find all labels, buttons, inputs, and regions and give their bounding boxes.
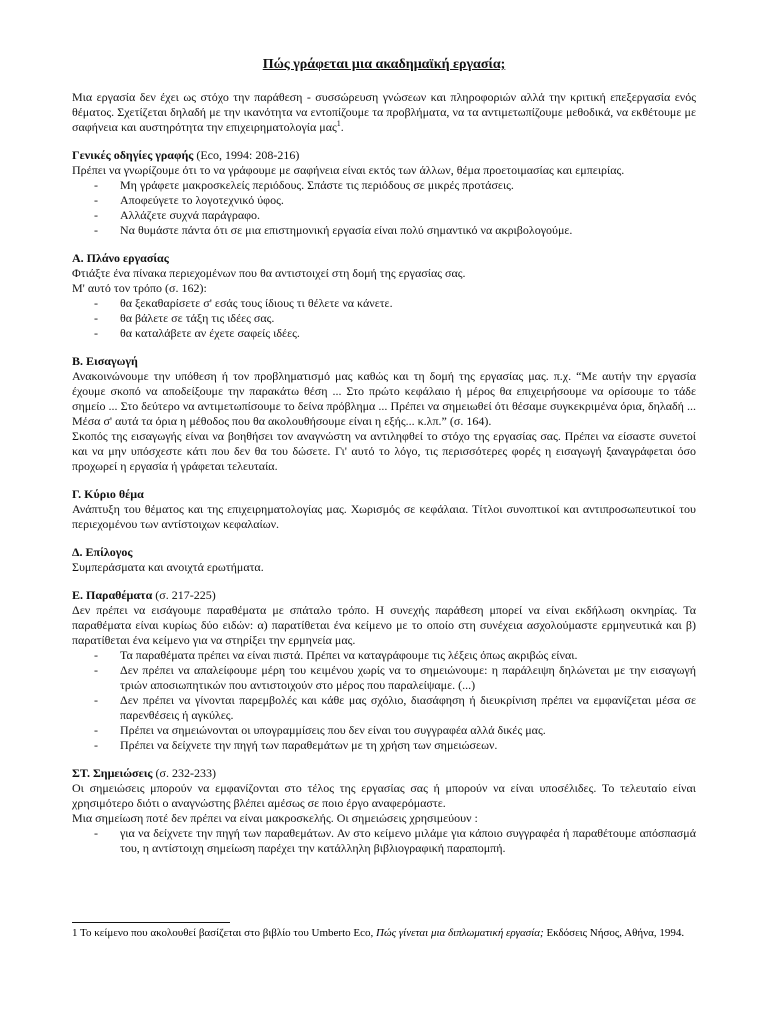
list-item: - θα βάλετε σε τάξη τις ιδέες σας. bbox=[94, 311, 696, 326]
section-general bbox=[72, 148, 696, 238]
intro-text: Μια εργασία δεν έχει ως στόχο την παράθεση - συσσώρευση γνώσεων και πληροφοριών αλλά την κριτική επεξεργασία ενός θέματος. Σχετίζεται δηλαδή με την ικανότητα να εντοπίζουμε τα προβλήματα, να τα αντιμετωπίζουμε μεθοδικά, να εκθέτουμε με σαφήνεια και αυστηρότητα την επιχειρηματολογία μας bbox=[72, 90, 696, 134]
section-b bbox=[72, 354, 696, 474]
list-item: - Να θυμάστε πάντα ότι σε μια επιστημονική εργασία είναι πολύ σημαντικό να ακριβολογούμε. bbox=[94, 223, 696, 238]
footnote bbox=[72, 926, 696, 941]
general-heading bbox=[72, 148, 696, 163]
section-b-text-1: Ανακοινώνουμε την υπόθεση ή τον προβληματισμό μας καθώς και τη δομή της εργασίας μας. π.χ. “Με αυτήν την εργασία έχουμε σκοπό να αποδείξουμε την παρακάτω θέση ... Στο πρώτο κεφάλαιο ή μέρος θα επιχειρήσουμε να ορίσουμε το τάδε σημείο ... Στο δεύτερο να αντιμετωπίσουμε το δείνα πρόβλημα ... Πρέπει να σημειωθεί ότι θέσαμε συγκεκριμένα όρια, δηλαδή ... Μέσα σ' αυτά τα όρια η μέθοδος που θα ακολουθήσουμε είναι η εξής... κ.λπ.” (σ. 164). bbox=[72, 369, 696, 428]
list-item: - Αποφεύγετε το λογοτεχνικό ύφος. bbox=[94, 193, 696, 208]
section-b-text-2: Σκοπός της εισαγωγής είναι να βοηθήσει τον αναγνώστη να αντιληφθεί το στόχο της εργασίας σας. Πρέπει να είσαστε συνετοί και να μην υπόσχεστε κάτι που δεν θα του δώσετε. Γι' αυτό το λόγο, τις περισσότερες φορές η εισαγωγή ξαναγράφεται όσο προχωρεί η εργασία ή γράφεται τελευταία. bbox=[72, 429, 696, 473]
intro-paragraph bbox=[72, 90, 696, 135]
section-st-list bbox=[72, 826, 696, 856]
list-item: - Αλλάζετε συχνά παράγραφο. bbox=[94, 208, 696, 223]
footnote-mark[interactable]: 1 bbox=[336, 119, 341, 128]
list-item: - για να δείχνετε την πηγή των παραθεμάτων. Αν στο κείμενο μιλάμε για κάποιο συγγραφέα ή παραθέτουμε απόσπασμά του, η αντίστοιχη σημείωση παρέχει την κατάλληλη βιβλιογραφική παραπομπή. bbox=[94, 826, 696, 856]
section-g-heading: Γ. Κύριο θέμα bbox=[72, 487, 144, 501]
general-text: Πρέπει να γνωρίζουμε ότι το να γράφουμε με σαφήνεια είναι εκτός των άλλων, θέμα προετοιμασίας και εμπειρίας. bbox=[72, 163, 625, 177]
list-item: - Τα παραθέματα πρέπει να είναι πιστά. Πρέπει να καταγράφουμε τις λέξεις όπως ακριβώς είναι. bbox=[94, 648, 696, 663]
list-item: - θα καταλάβετε αν έχετε σαφείς ιδέες. bbox=[94, 326, 696, 341]
section-e-list bbox=[72, 648, 696, 753]
section-e-ref: (σ. 217-225) bbox=[152, 588, 216, 602]
list-item: - Πρέπει να σημειώνονται οι υπογραμμίσεις που δεν είναι του συγγραφέα αλλά δικές μας. bbox=[94, 723, 696, 738]
section-a-text-2: Μ' αυτό τον τρόπο (σ. 162): bbox=[72, 281, 207, 295]
list-item: - θα ξεκαθαρίσετε σ' εσάς τους ίδιους τι θέλετε να κάνετε. bbox=[94, 296, 696, 311]
general-ref: (Eco, 1994: 208-216) bbox=[193, 148, 300, 162]
page-title: Πώς γράφεται μια ακαδημαϊκή εργασία; bbox=[262, 57, 506, 72]
section-st-heading-text: ΣΤ. Σημειώσεις bbox=[72, 766, 153, 780]
section-st-heading bbox=[72, 766, 696, 781]
section-a bbox=[72, 251, 696, 341]
list-item: - Δεν πρέπει να γίνονται παρεμβολές και κάθε μας σχόλιο, διασάφηση ή διευκρίνιση πρέπει να εμφανίζεται μέσα σε παρενθέσεις ή αγκύλες. bbox=[94, 693, 696, 723]
section-d-heading: Δ. Επίλογος bbox=[72, 545, 133, 559]
section-st-text-1: Οι σημειώσεις μπορούν να εμφανίζονται στο τέλος της εργασίας σας ή μπορούν να είναι υποσέλιδες. Το τελευταίο είναι χρησιμότερο διότι ο αναγνώστης βλέπει αμέσως σε ποιο έργο αναφερόμαστε. bbox=[72, 781, 696, 810]
general-heading-text: Γενικές οδηγίες γραφής bbox=[72, 148, 194, 162]
section-a-text-1: Φτιάξτε ένα πίνακα περιεχομένων που θα αντιστοιχεί στη δομή της εργασίας σας. bbox=[72, 266, 466, 280]
section-g-text: Ανάπτυξη του θέματος και της επιχειρηματολογίας μας. Χωρισμός σε κεφάλαια. Τίτλοι συνοπτικοί και αντιπροσωπευτικοί του περιεχομένου των αντίστοιχων κεφαλαίων. bbox=[72, 502, 696, 531]
footnote-book-title: Πώς γίνεται μια διπλωματική εργασία; bbox=[376, 927, 544, 939]
section-d-text: Συμπεράσματα και ανοιχτά ερωτήματα. bbox=[72, 560, 264, 574]
section-e bbox=[72, 588, 696, 753]
section-g bbox=[72, 487, 696, 532]
section-a-list bbox=[72, 296, 696, 341]
list-item: - Πρέπει να δείχνετε την πηγή των παραθεμάτων με τη χρήση των σημειώσεων. bbox=[94, 738, 696, 753]
section-b-heading: Β. Εισαγωγή bbox=[72, 354, 138, 368]
section-d bbox=[72, 545, 696, 575]
section-a-heading: Α. Πλάνο εργασίας bbox=[72, 251, 169, 265]
intro-end: . bbox=[340, 120, 344, 134]
section-st bbox=[72, 766, 696, 856]
section-e-heading-text: Ε. Παραθέματα bbox=[72, 588, 153, 602]
general-list bbox=[72, 178, 696, 238]
list-item: - Δεν πρέπει να απαλείφουμε μέρη του κειμένου χωρίς να το σημειώνουμε: η παράλειψη δηλώνεται με την εισαγωγή τριών αποσιωπητικών που αντιστοιχούν στο μέρος που παραλείψαμε. (...) bbox=[94, 663, 696, 693]
section-e-heading bbox=[72, 588, 696, 603]
section-st-ref: (σ. 232-233) bbox=[152, 766, 216, 780]
list-item: - Μη γράφετε μακροσκελείς περιόδους. Σπάστε τις περιόδους σε μικρές προτάσεις. bbox=[94, 178, 696, 193]
section-st-text-2: Μια σημείωση ποτέ δεν πρέπει να είναι μακροσκελής. Οι σημειώσεις χρησιμεύουν : bbox=[72, 811, 478, 825]
section-e-text: Δεν πρέπει να εισάγουμε παραθέματα με σπάταλο τρόπο. Η συνεχής παράθεση μπορεί να είναι εκδήλωση οκνηρίας. Τα παραθέματα είναι κυρίως δύο ειδών: α) παρατίθεται ένα κείμενο με το οποίο στη συνέχεια ασχολούμαστε ερμηνευτικά και β) παρατίθεται ένα κείμενο για να στηρίξει την ερμηνεία μας. bbox=[72, 603, 696, 647]
footnote-divider bbox=[72, 922, 230, 923]
footnote-publisher: Εκδόσεις Νήσος, Αθήνα, 1994. bbox=[543, 927, 685, 939]
footnote-text: 1 Το κείμενο που ακολουθεί βασίζεται στο βιβλίο του Umberto Eco, bbox=[72, 927, 376, 939]
